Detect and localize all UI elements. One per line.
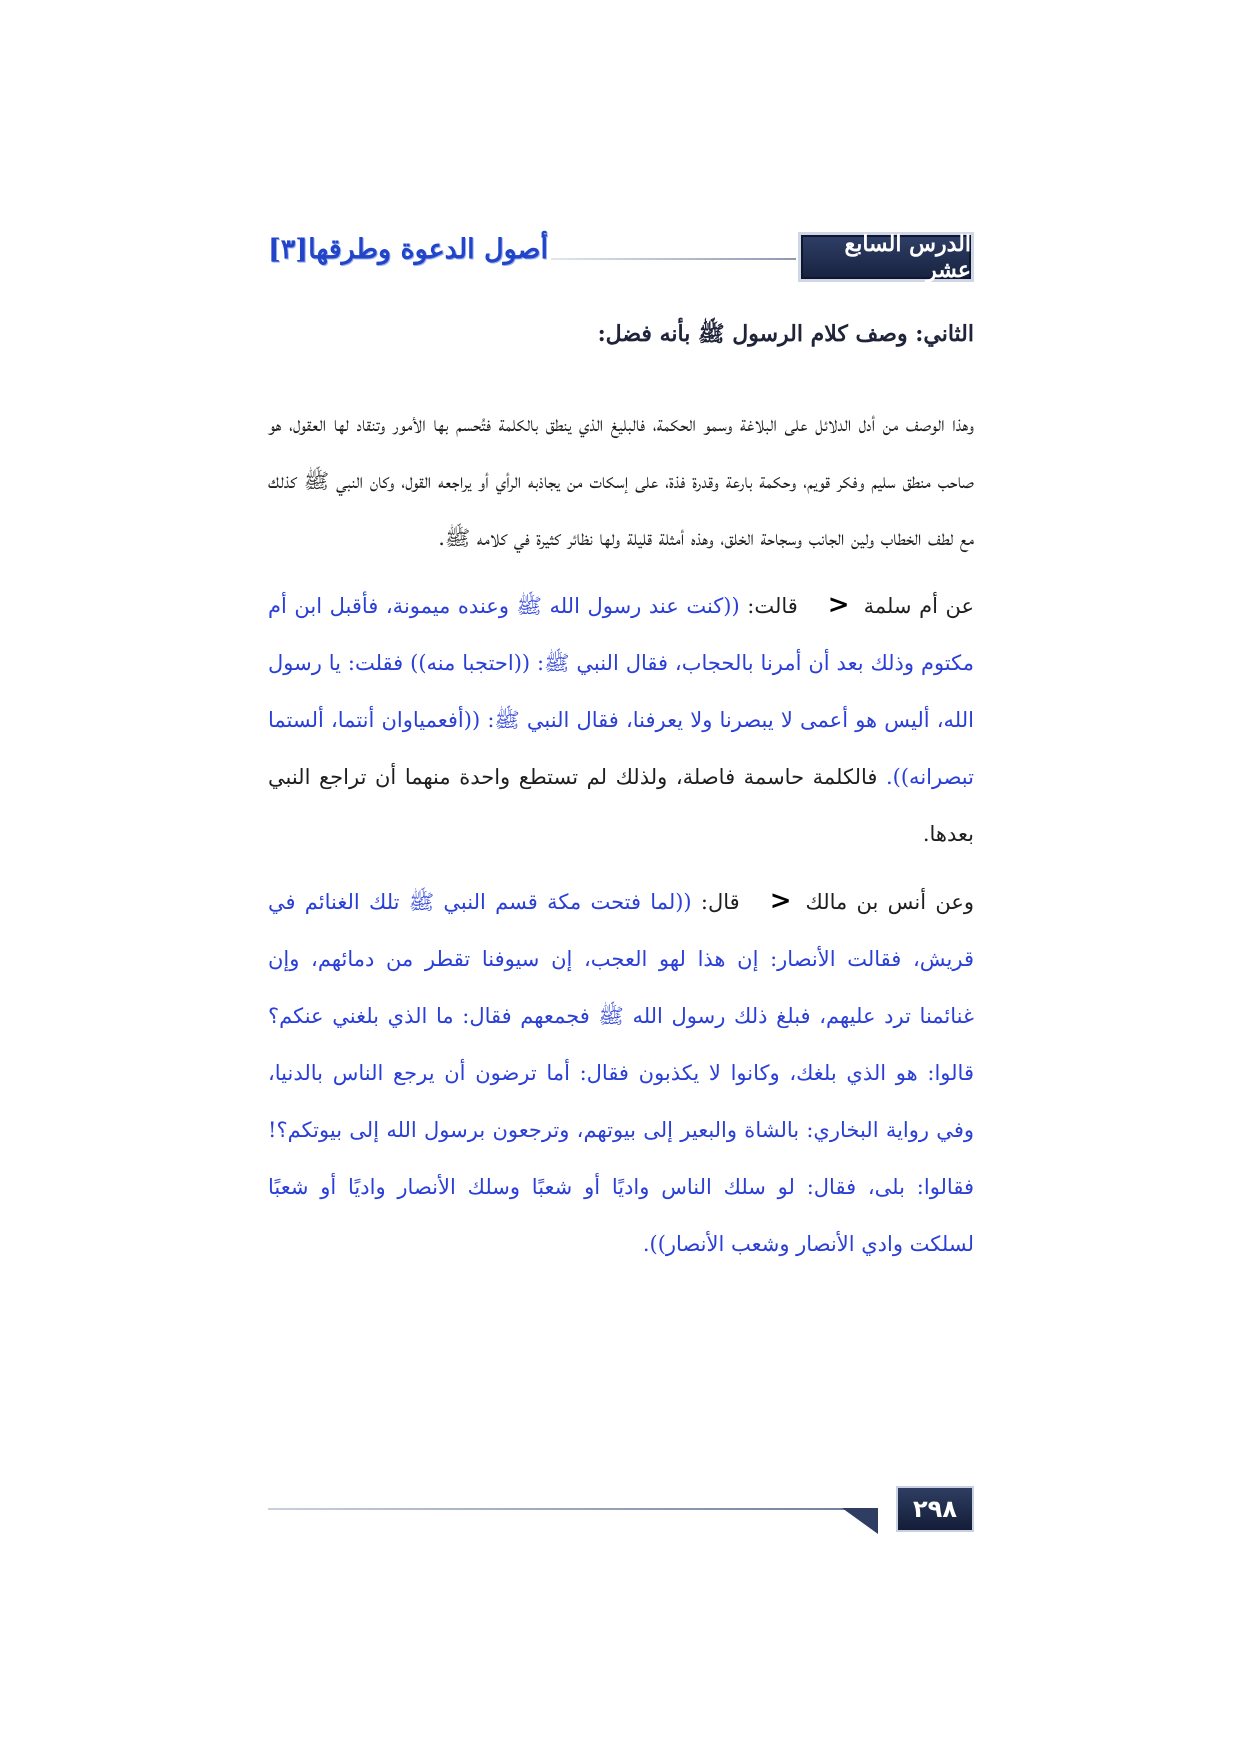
hadith-quote: ((كنت عند رسول الله ﷺ وعنده ميمونة، فأقبل ابن أم مكتوم وذلك بعد أن أمرنا بالحجاب، فقال النبي ﷺ: ((احتجبا منه)) فقلت: يا رسول الله، أليس هو أعمى لا يبصرنا ولا يعرفنا، فقال النبي ﷺ: ((أفعمياوان أنتما، ألستما تبصرانه)). bbox=[268, 594, 974, 789]
said-text: قال: bbox=[700, 890, 740, 914]
page-header bbox=[268, 232, 974, 286]
footer-divider bbox=[268, 1508, 878, 1510]
hadith-paragraph bbox=[268, 873, 974, 1273]
hadith-paragraph bbox=[268, 577, 974, 863]
narrator-marker-icon: < bbox=[827, 590, 850, 620]
lesson-badge: الدرس السابع عشر bbox=[798, 232, 974, 282]
section-subheading: الثاني: وصف كلام الرسول ﷺ بأنه فضل: bbox=[597, 321, 974, 347]
page-footer bbox=[268, 1486, 974, 1536]
page-body bbox=[268, 312, 974, 1273]
narrator-marker-icon: < bbox=[769, 886, 792, 916]
intro-paragraph: وهذا الوصف من أدل الدلائل على البلاغة وسمو الحكمة، فالبليغ الذي ينطق بالكلمة فتُحسم بها الأمور وتنقاد لها العقول، هو صاحب منطق سليم وفكر قويم، وحكمة بارعة وقدرة فذة، على إسكات من يجاذبه الرأي أو يراجعه القول، وكان النبي ﷺ كذلك مع لطف الخطاب ولين الجانب وسجاحة الخلق، وهذه أمثلة قليلة ولها نظائر كثيرة في كلامه ﷺ. bbox=[268, 412, 974, 550]
footer-ornament bbox=[842, 1508, 878, 1534]
page-number: ٢٩٨ bbox=[896, 1486, 974, 1532]
header-divider bbox=[551, 258, 796, 260]
narrator-text: وعن أنس بن مالك bbox=[805, 890, 974, 914]
narrator-text: عن أم سلمة bbox=[863, 594, 975, 618]
hadith-comment: فالكلمة حاسمة فاصلة، ولذلك لم تستطع واحدة منهما أن تراجع النبي بعدها. bbox=[268, 765, 974, 846]
hadith-quote: ((لما فتحت مكة قسم النبي ﷺ تلك الغنائم في قريش، فقالت الأنصار: إن هذا لهو العجب، إن سيوفنا تقطر من دمائهم، وإن غنائمنا ترد عليهم، فبلغ ذلك رسول الله ﷺ فجمعهم فقال: ما الذي بلغني عنكم؟ قالوا: هو الذي بلغك، وكانوا لا يكذبون فقال: أما ترضون أن يرجع الناس بالدنيا، وفي رواية البخاري: بالشاة والبعير إلى بيوتهم، وترجعون برسول الله إلى بيوتكم؟! فقالوا: بلى، فقال: لو سلك الناس واديًا أو شعبًا وسلك الأنصار واديًا أو شعبًا لسلكت وادي الأنصار وشعب الأنصار)). bbox=[268, 890, 974, 1256]
book-title: أصول الدعوة وطرقها[٣] bbox=[268, 234, 548, 265]
said-text: قالت: bbox=[747, 594, 798, 618]
